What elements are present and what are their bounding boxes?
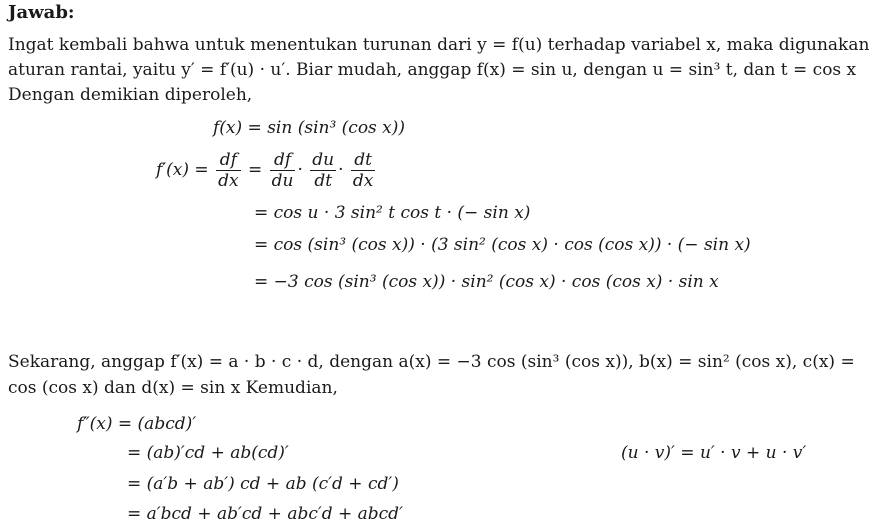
fraction-df-du: [270, 150, 296, 191]
second-derivative-line-2: = (ab)′cd + ab(cd)′: [127, 443, 289, 463]
chain-rule-lhs: f′(x) =: [156, 160, 209, 180]
equation-step-5: = −3 cos (sin³ (cos x)) · sin² (cos x) · cos (cos x) · sin x: [254, 272, 719, 292]
fraction-df-dx: [216, 150, 240, 191]
fraction-du-dt: [310, 150, 336, 191]
fraction-denominator: dx: [218, 171, 239, 191]
fraction-denominator: du: [271, 171, 294, 191]
equation-f-of-x: f(x) = sin (sin³ (cos x)): [213, 118, 406, 138]
intro-line-2: aturan rantai, yaitu y′ = f′(u) · u′. Biar mudah, anggap f(x) = sin u, dengan u = sin³ t, dan t = cos x: [8, 60, 857, 80]
second-derivative-line-1: f″(x) = (abcd)′: [77, 414, 197, 434]
fraction-denominator: dx: [352, 171, 374, 191]
fraction-dt-dx: [351, 150, 375, 191]
equation-step-4: = cos (sin³ (cos x)) · (3 sin² (cos x) · cos (cos x)) · (− sin x): [254, 235, 751, 255]
para2-line-1: Sekarang, anggap f′(x) = a · b · c · d, dengan a(x) = −3 cos (sin³ (cos x)), b(x) = sin² (cos x), c(x) =: [8, 352, 855, 372]
fraction-numerator: dt: [351, 150, 375, 171]
product-rule-note: (u · v)′ = u′ · v + u · v′: [621, 443, 807, 463]
fraction-numerator: df: [216, 150, 240, 171]
intro-line-3: Dengan demikian diperoleh,: [8, 85, 253, 105]
equals-sign: =: [247, 160, 263, 180]
equation-chain-rule: f′(x) = $\frac{df}{dx}$ = $\frac{df}{du}$ · $\frac{du}{dt}$ · $\frac{dt}{dx}$: [156, 150, 374, 191]
fraction-numerator: du: [312, 150, 335, 170]
answer-heading: Jawab:: [8, 2, 75, 23]
para2-line-2: cos (cos x) dan d(x) = sin x Kemudian,: [8, 378, 338, 398]
fraction-denominator: dt: [314, 171, 333, 191]
fraction-numerator: df: [270, 150, 296, 171]
intro-line-1: Ingat kembali bahwa untuk menentukan turunan dari y = f(u) terhadap variabel x, maka digunakan: [8, 35, 870, 55]
second-derivative-line-4: = a′bcd + ab′cd + abc′d + abcd′: [127, 504, 403, 524]
second-derivative-line-3: = (a′b + ab′) cd + ab (c′d + cd′): [127, 474, 399, 494]
equation-step-3: = cos u · 3 sin² t cos t · (− sin x): [254, 203, 531, 223]
